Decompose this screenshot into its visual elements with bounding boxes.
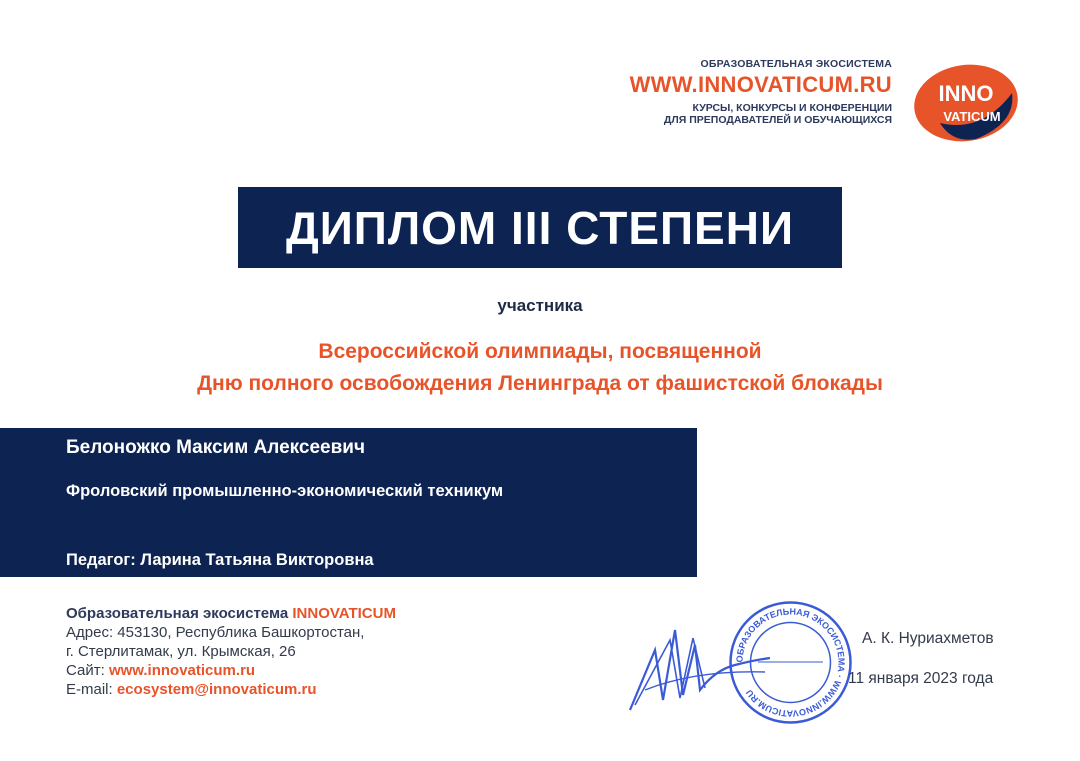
event-line-1: Всероссийской олимпиады, посвященной	[318, 340, 762, 363]
contacts-title-brand: INNOVATICUM	[292, 605, 396, 622]
contacts-site	[66, 661, 396, 680]
recipient-name: Белоножко Максим Алексеевич	[66, 437, 366, 458]
site-link[interactable]: www.innovaticum.ru	[108, 662, 256, 679]
diploma-title-box	[238, 187, 842, 268]
contacts-block	[66, 604, 396, 699]
recipient-teacher: Педагог: Ларина Татьяна Викторовна	[66, 551, 374, 569]
participant-label: участника	[497, 296, 583, 315]
innovaticum-logo	[912, 63, 1020, 143]
contacts-address-1: Адрес: 453130, Республика Башкортостан,	[66, 624, 365, 641]
contacts-email	[66, 680, 396, 699]
seal-stamp	[728, 600, 853, 725]
recipient-panel	[0, 428, 697, 577]
email-label: E-mail:	[66, 681, 113, 698]
site-label: Сайт:	[66, 662, 105, 679]
signature-date: 11 января 2023 года	[848, 670, 994, 687]
event-title	[0, 336, 1080, 400]
header-subline-1: КУРСЫ, КОНКУРСЫ И КОНФЕРЕНЦИИ	[692, 102, 892, 114]
header-url: WWW.INNOVATICUM.RU	[629, 72, 892, 97]
recipient-organization: Фроловский промышленно-экономический техникум	[66, 482, 504, 500]
contacts-address-2: г. Стерлитамак, ул. Крымская, 26	[66, 643, 296, 660]
logo-line-1: INNO	[938, 81, 994, 106]
signer-name: А. К. Нуриахметов	[862, 630, 994, 647]
diploma-title: ДИПЛОМ III СТЕПЕНИ	[285, 201, 795, 254]
contacts-title	[66, 604, 396, 623]
header-tagline: ОБРАЗОВАТЕЛЬНАЯ ЭКОСИСТЕМА	[700, 58, 892, 70]
header-block	[572, 58, 892, 126]
header-subline-2: ДЛЯ ПРЕПОДАВАТЕЛЕЙ И ОБУЧАЮЩИХСЯ	[663, 114, 892, 126]
email-link[interactable]: ecosystem@innovaticum.ru	[116, 681, 317, 698]
event-line-2: Дню полного освобождения Ленинграда от фашистской блокады	[197, 372, 883, 395]
logo-line-2: VATICUM	[943, 109, 1001, 124]
contacts-title-prefix: Образовательная экосистема	[66, 605, 289, 622]
seal-text: ОБРАЗОВАТЕЛЬНАЯ ЭКОСИСТЕМА · WWW.INNOVATICUM.RU	[734, 606, 847, 719]
